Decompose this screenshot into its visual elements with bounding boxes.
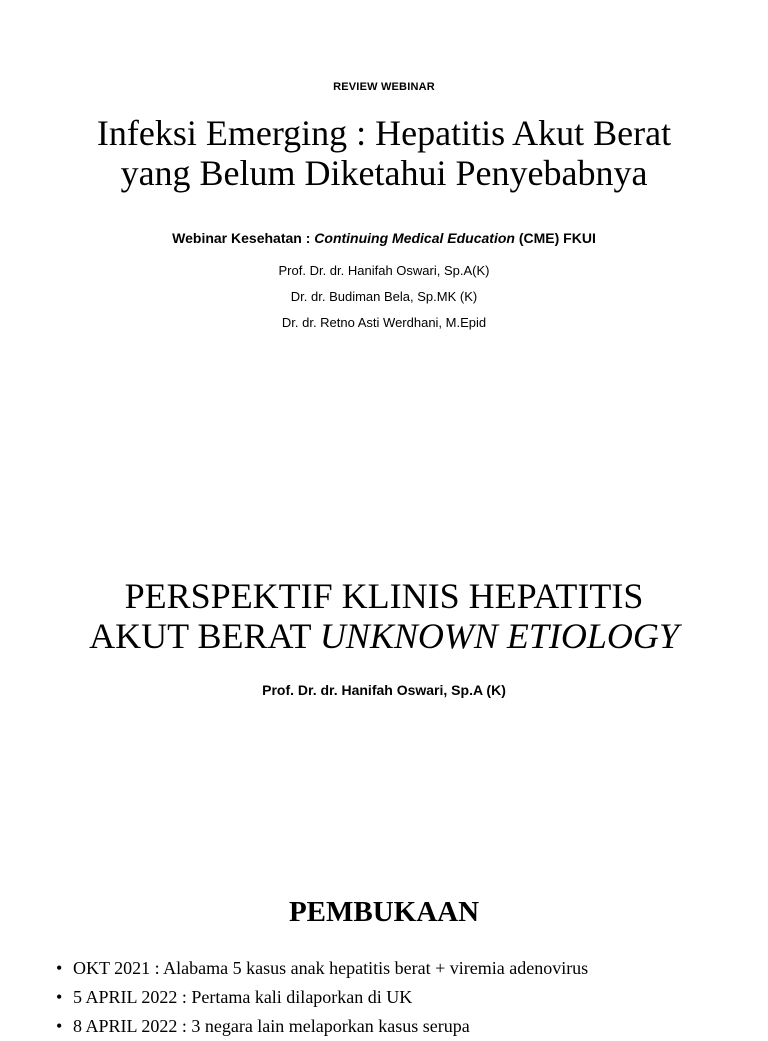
subtitle-italic: Continuing Medical Education: [314, 230, 515, 246]
subtitle-prefix: Webinar Kesehatan :: [172, 230, 315, 246]
section-title-line-1: PERSPEKTIF KLINIS HEPATITIS: [124, 576, 644, 616]
section-title-plain: AKUT BERAT: [89, 616, 320, 656]
bullet-icon: •: [56, 1016, 63, 1036]
list-item-text: OKT 2021 : Alabama 5 kasus anak hepatitis berat + viremia adenovirus: [73, 958, 589, 978]
document-title-line-1: Infeksi Emerging : Hepatitis Akut Berat: [96, 113, 672, 153]
section-title-italic: UNKNOWN ETIOLOGY: [319, 616, 679, 656]
speaker-list: [0, 258, 768, 336]
opening-heading: PEMBUKAAN: [288, 896, 480, 928]
document-title-line-2: yang Belum Diketahui Penyebabnya: [120, 153, 648, 193]
speaker-name: Dr. dr. Budiman Bela, Sp.MK (K): [290, 289, 478, 304]
section-title-line-2: [20, 616, 748, 656]
list-item: [56, 954, 756, 983]
speaker-name: Dr. dr. Retno Asti Werdhani, M.Epid: [281, 315, 487, 330]
bullet-icon: •: [56, 958, 63, 978]
webinar-subtitle: [0, 230, 768, 246]
document-title: [20, 113, 748, 193]
subtitle-suffix: (CME) FKUI: [514, 230, 596, 246]
opening-bullet-list: [56, 954, 756, 1041]
list-item: [56, 983, 756, 1012]
speaker-name: Prof. Dr. dr. Hanifah Oswari, Sp.A(K): [278, 263, 490, 278]
review-webinar-kicker: REVIEW WEBINAR: [333, 81, 435, 93]
list-item-text: 5 APRIL 2022 : Pertama kali dilaporkan di UK: [73, 987, 413, 1007]
bullet-icon: •: [56, 987, 63, 1007]
list-item: [56, 1012, 756, 1041]
list-item-text: 8 APRIL 2022 : 3 negara lain melaporkan kasus serupa: [73, 1016, 470, 1036]
section-author: Prof. Dr. dr. Hanifah Oswari, Sp.A (K): [262, 682, 506, 698]
section-title: [20, 576, 748, 656]
